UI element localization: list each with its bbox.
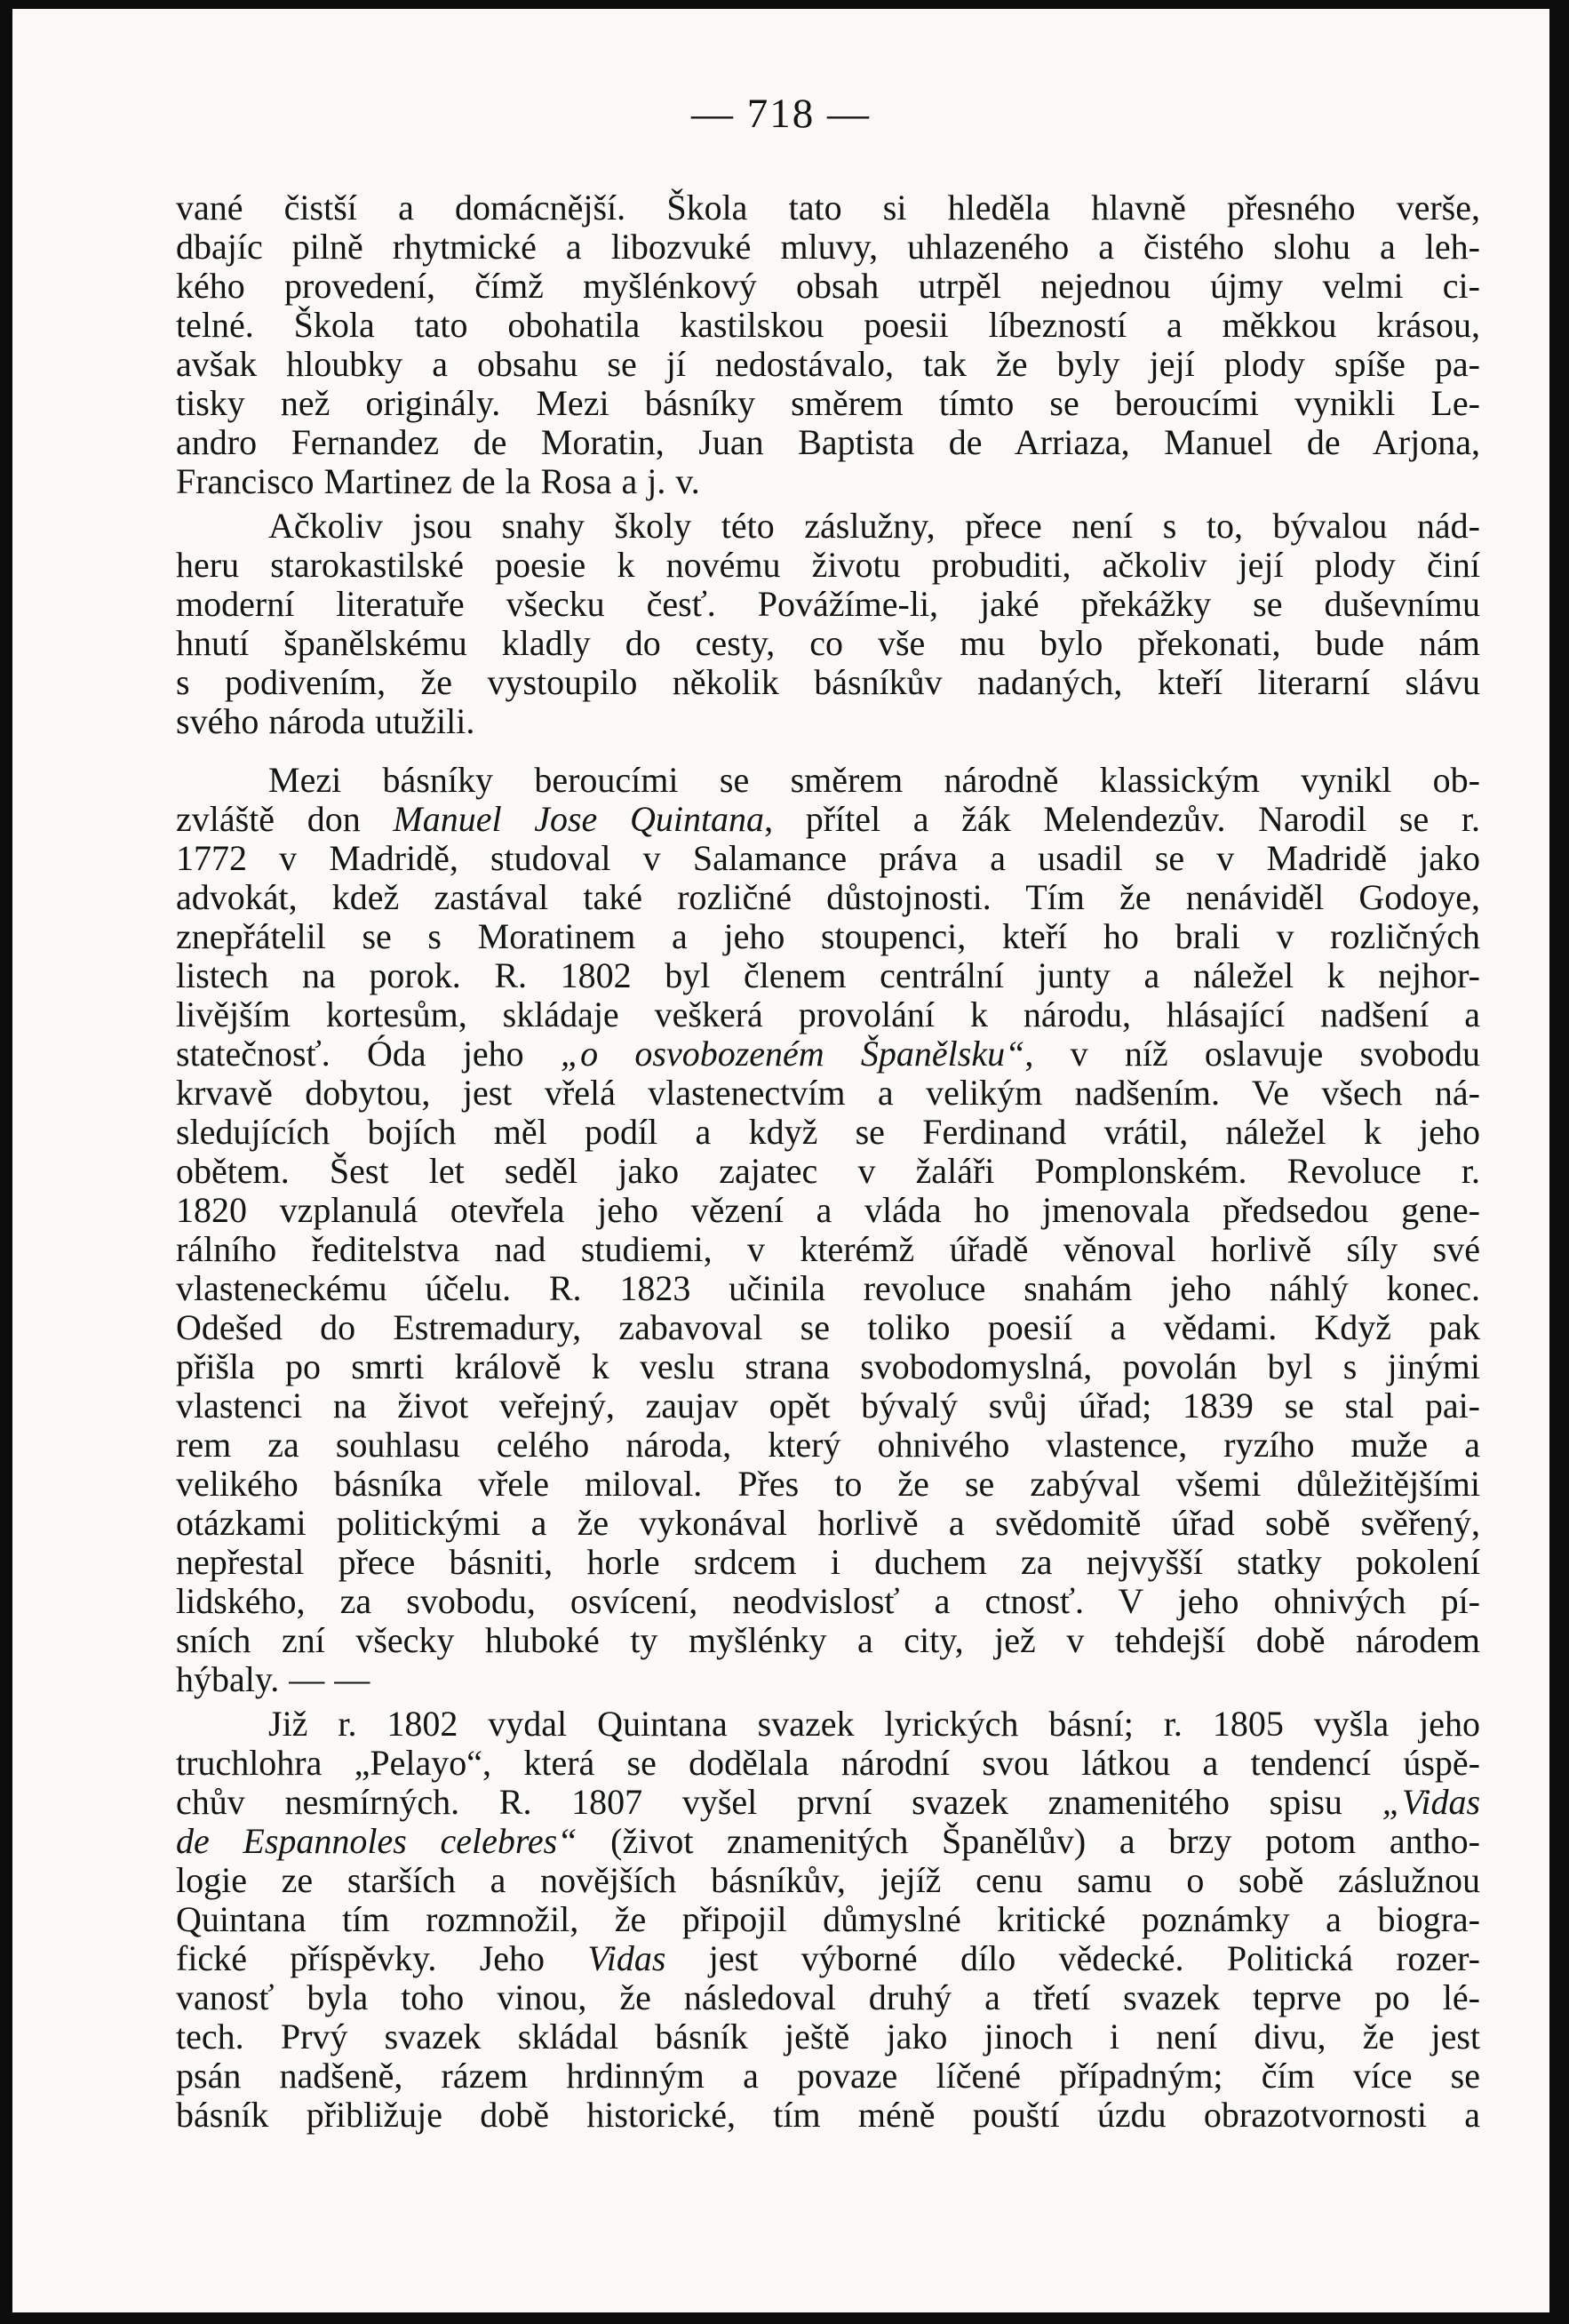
text-line: truchlohra „Pelayo“, která se dodělala národní svou látkou a tendencí úspě- [176,1743,1480,1783]
text-line: zvláště don Manuel Jose Quintana, přítel a žák Melendezův. Narodil se r. [176,799,1481,839]
paragraph-1 [176,188,1480,501]
work-title-italic: de Espannoles celebres“ [176,1821,577,1861]
text-line: logie ze starších a novějších básníkův, jejíž cenu samu o sobě záslužnou [176,1860,1480,1900]
text-line: andro Fernandez de Moratin, Juan Baptista de Arriaza, Manuel de Arjona, [176,422,1480,462]
paragraph-2 [176,507,1480,741]
book-page [12,9,1549,2312]
text-line: svého národa utužili. [176,701,475,741]
text-line: hýbaly. — — [176,1659,370,1699]
text-line: sních zní všecky hluboké ty myšlénky a city, jež v tehdejší době národem [176,1620,1480,1660]
text-line: vlastenci na život veřejný, zaujav opět bývalý svůj úřad; 1839 se stal pai- [176,1386,1480,1426]
text-line: vanosť byla toho vinou, že následoval druhý a třetí svazek teprve po lé- [176,1977,1480,2017]
text-line: 1772 v Madridě, studoval v Salamance práva a usadil se v Madridě jako [176,838,1480,878]
text-line: chův nesmírných. R. 1807 vyšel první svazek znamenitého spisu „Vidas [176,1782,1481,1822]
text-line: Quintana tím rozmnožil, že připojil důmyslné kritické poznámky a biogra- [176,1899,1480,1939]
page-number: — 718 — [691,91,871,137]
text-line: 1820 vzplanulá otevřela jeho vězení a vláda ho jmenovala předsedou gene- [176,1190,1480,1230]
text-line: dbajíc pilně rhytmické a libozvuké mluvy, uhlazeného a čistého slohu a leh- [176,227,1480,267]
text-line: advokát, kdež zastával také rozličné důstojnosti. Tím že nenáviděl Godoye, [176,877,1480,917]
text-line: vlasteneckému účelu. R. 1823 učinila revoluce snahám jeho náhlý konec. [176,1268,1480,1308]
text-line: statečnosť. Óda jeho „o osvobozeném Španělsku“, v níž oslavuje svobodu [176,1034,1481,1074]
text-line: kého provedení, čímž myšlénkový obsah utrpěl nejednou újmy velmi ci- [176,266,1480,306]
text-line: obětem. Šest let seděl jako zajatec v žaláři Pomplonském. Revoluce r. [176,1151,1480,1191]
text-line: básník přibližuje době historické, tím méně pouští úzdu obrazotvornosti a [176,2095,1480,2135]
paragraph-4 [176,1705,1480,2135]
text-line: moderní literatuře všecku česť. Povážíme-li, jaké překážky se duševnímu [176,584,1480,624]
body-text [176,188,1480,2135]
text-line: vané čistší a domácnější. Škola tato si hleděla hlavně přesného verše, [176,188,1480,228]
text-line: Mezi básníky beroucími se směrem národně klassickým vynikl ob- [268,760,1480,800]
text-line: Odešed do Estremadury, zabavoval se toliko poesií a vědami. Když pak [176,1307,1480,1347]
text-line: sledujících bojích měl podíl a když se Ferdinand vrátil, náležel k jeho [176,1112,1480,1152]
text-line: s podivením, že vystoupilo několik básníkův nadaných, kteří literarní slávu [176,662,1480,702]
text-line: listech na porok. R. 1802 byl členem centrální junty a náležel k nejhor- [176,955,1480,995]
text-line: nepřestal přece básniti, horle srdcem i duchem za nejvyšší statky pokolení [176,1542,1480,1582]
text-line: telné. Škola tato obohatila kastilskou poesii líbezností a měkkou krásou, [176,305,1480,345]
text-line: Ačkoliv jsou snahy školy této záslužny, přece není s to, bývalou nád- [268,506,1480,546]
text-line: Francisco Martinez de la Rosa a j. v. [176,461,700,501]
work-title-italic: „Vidas [1382,1782,1481,1822]
ode-title-italic: „o osvobozeném Španělsku“ [560,1034,1025,1074]
text-line: velikého básníka vřele miloval. Přes to že se zabýval všemi důležitějšími [176,1464,1480,1504]
text-line: krvavě dobytou, jest vřelá vlastenectvím a velikým nadšením. Ve všech ná- [176,1073,1480,1113]
text-line: hnutí španělskému kladly do cesty, co vše mu bylo překonati, bude nám [176,623,1480,663]
text-line: de Espannoles celebres“ (život znamenitých Španělův) a brzy potom antho- [176,1821,1481,1861]
text-line: lidského, za svobodu, osvícení, neodvislosť a ctnosť. V jeho ohnivých pí- [176,1581,1480,1621]
text-line: livějším kortesům, skládaje veškerá provolání k národu, hlásající nadšení a [176,994,1480,1034]
author-name-italic: Manuel Jose Quintana [393,799,765,839]
text-line: psán nadšeně, rázem hrdinným a povaze líčené případným; čím více se [176,2056,1480,2096]
paragraph-3 [176,761,1480,1699]
text-line: fické příspěvky. Jeho Vidas jest výborné dílo vědecké. Politická rozer- [176,1938,1480,1978]
text-line: otázkami politickými a že vykonával horlivě a svědomitě úřad sobě svěřený, [176,1503,1480,1543]
text-line: znepřátelil se s Moratinem a jeho stoupenci, kteří ho brali v rozličných [176,916,1480,956]
text-line: avšak hloubky a obsahu se jí nedostávalo, tak že byly její plody spíše pa- [176,344,1480,384]
text-line: tisky než originály. Mezi básníky směrem tímto se beroucími vynikli Le- [176,383,1480,423]
vidas-italic: Vidas [587,1938,666,1978]
text-line: přišla po smrti králově k veslu strana svobodomyslná, povolán byl s jinými [176,1346,1480,1386]
text-line: tech. Prvý svazek skládal básník ještě jako jinoch i není divu, že jest [176,2017,1480,2056]
text-line: Již r. 1802 vydal Quintana svazek lyrických básní; r. 1805 vyšla jeho [268,1704,1480,1744]
text-line: rálního ředitelstva nad studiemi, v kterémž úřadě věnoval horlivě síly své [176,1229,1480,1269]
text-line: heru starokastilské poesie k novému životu probuditi, ačkoliv její plody činí [176,545,1480,585]
text-line: rem za souhlasu celého národa, který ohnivého vlastence, ryzího muže a [176,1425,1480,1465]
